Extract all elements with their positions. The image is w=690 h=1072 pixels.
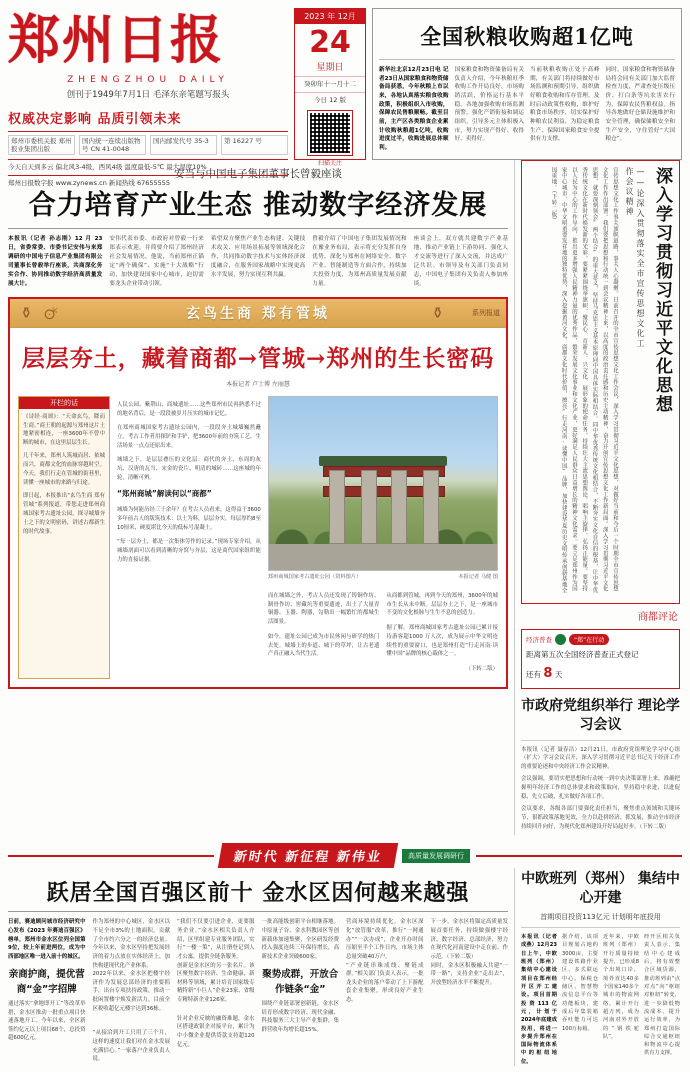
countdown-pre: 还有 [526,670,541,680]
feature-a-p3: 城墙之下，是层层叠压的文化层：商代的夯土、东周的灰坑、汉唐的瓦当、宋金的瓷片、明清的城砖……这座城的年轮，清晰可辨。 [117,457,261,482]
bottom-sub2-p3: 同时，金水区积极融入共建“一带一路”，支持企业“走出去”，开放型经济水平不断提升。 [430,962,508,986]
feature-c-p2: 如今，遗址公园已成为市民休闲与研学的热门去处。城墙上的步道、城下的草坪，让古老遗产真正融入当代生活。 [267,633,380,658]
feature-c-p1: 而在城墙之外，考古人员还发现了铸铜作坊、制骨作坊、窖藏坑等重要遗迹，出土了大量青铜器、玉器、陶器，勾勒出一幅繁忙的都城生活图景。 [267,592,380,626]
side-article-p1: 本报讯（记者 聂春洁）12月21日，市政府党组理论学习中心组（扩大）学习会议召开，深入学习贯彻习近平总书记关于经济工作的重要论述和中央经济工作会议精神。 [521,746,680,770]
lead-kicker: 安当与中国电子集团董事长曾毅座谈 [174,168,342,180]
lead-p1: 本报讯（记者 孙志刚）12 月 23 日，省委常委、市委书记安伟与来郑调研的中国电子信息产业集团有限公司董事长曾毅举行座谈，共商深化务实合作、协同推动数字经济高质量发展大计。 [8,236,103,287]
qr-code-icon[interactable] [308,111,352,155]
bottom-side-col-4: 经开区相关负责人表示，集结中心建成后，将有效整合区域货源，推动班列由“点对点”向“枢纽对枢纽”转变，进一步降低物流成本、提升运行效率，为郑州打造国际综合交通枢纽和物流中心提供有力支撑。 [644,934,680,1057]
band-rule-left [8,855,214,857]
masthead-meta-publisher: 郑州市委机关报 郑州报业集团出版 [8,135,75,156]
countdown-head [526,634,675,645]
bottom-columns [8,918,508,1064]
masthead-divider [8,131,288,132]
feature-byline: 本报记者 卢士博 左丽慧 [226,380,290,388]
bottom-side-article[interactable] [514,868,680,1066]
feature-c-p3: 从商都到管城，再到今天的郑州，3600年的城市生长从未中断。层层夯土之下，是一座城市不变的文化根脉与生生不息的创造力。 [386,592,498,617]
top-headline-col-3: 当前秋粮收购正处于高峰期，有关部门将持续做好市场监测和预期引导，组织做好粮食收购和库存管理，及时启动政策性收购，维护好粮食市场秩序，切实保护好种粮农民利益，为稳定粮食生产、保障国家粮食安全提供有力支撑。 [530,67,600,143]
bottom-side-title: 中欧班列（郑州） 集结中心开建 [521,871,680,907]
side-article-rule [521,740,680,741]
lead-col-4: 曾毅介绍了中国电子集团发展情况和在豫业务布局，表示将充分发挥自身优势，深化与郑州在网络安全、数字产业、智能制造等方面合作，持续加大投资力度，为郑州高质量发展贡献力量。 [312,236,407,287]
feature-lead-box [18,396,110,679]
top-headline-col-1 [379,66,449,153]
bottom-sub1-p1: 通过落实“拿地即开工”等改革举措，金水区推动一批重点项目快速落地开工。今年以来，全区新签约亿元以上项目68个，总投资超600亿元。 [8,1000,86,1042]
qr-label: 扫描关注 [317,160,342,168]
countdown-line2 [526,664,675,684]
lead-col-1 [8,235,102,289]
side-feature-subtitle: ——论深入贯彻落实全市宣传思想文化工作会议精神 [625,167,645,349]
bottom-side-p1: 本报讯（记者 成燕）12月23日上午，中欧班列（郑州）集结中心建设项目在郑州经开区开工建设。项目首期投资113亿元，计划于2024年底建成投用，将进一步提升郑州在国际物流体系中的枢纽地位。 [521,934,557,1065]
bottom-sub2-p1: 围绕产业链部署创新链，金水区培育形成数字经济、现代金融、科技服务三大主导产业集群，集群营收年均增长超15%。 [261,1000,339,1033]
newspaper-slogan: 权威决定影响 品质引领未来 [8,111,182,127]
feature-photo-credit: 本报记者 马健 图 [458,573,498,580]
bottom-sub2-p2: “产业链串珠成线、聚链成群。”相关部门负责人表示，一批龙头企业的落户带动了上下游配套企业集聚，形成良好产业生态。 [346,962,424,1004]
photo-archway-pillar [361,470,377,544]
top-headline-title: 全国秋粮收购超1亿吨 [420,24,634,49]
photo-archway-pillar [391,470,407,544]
band-rule-right [476,855,682,857]
bottom-p3: 2022年以来，金水区把楼宇经济作为发展总部经济的重要抓手，出台专项扶持政策，推动一批闲置楼宇焕发新活力。目前全区税收超亿元楼宇达到36栋。 [92,971,170,1012]
feature-col-a [117,396,261,679]
bronze-vessel-icon: ⚱ [20,303,33,322]
campaign-band [8,843,682,868]
bottom-main-article [8,868,508,1066]
bottom-side-rule [521,927,680,928]
masthead-weather: 今天自天到多云 偏北风3-4级，西风4级 温度最低-5℃ 最大湿度10% [8,159,288,171]
bottom-p7: 营商环境持续优化。金水区深化“放管服”改革，推行“一网通办”“一次办成”，企业开办时间压缩至半个工作日内，市场主体总量突破40万户。 [346,919,424,960]
bottom-side-col-2: 据介绍，该项目规划占地约3000亩，主要建设铁路作业区、多式联运中心、保税仓储区、智慧物流信息平台等功能板块，建成后年集装箱吞吐能力可达100万标箱。 [562,934,598,1032]
census-logo-icon [555,634,566,645]
bottom-p8: 下一步，金水区将锚定高质量发展首要任务，持续做强楼宇经济、数字经济、总部经济，努力在现代化河南建设中走在前、作示范。（下转二版） [430,919,508,960]
bottom-p2: 作为郑州的中心城区，金水区以不足全市3%的土地面积，贡献了全市约六分之一的经济总量。今年以来，金水区坚持把发展经济的着力点放在实体经济上，加快构建现代化产业体系。 [92,919,170,969]
side-feature-body: 宣传思想文化工作事关旗帜道路，事关人心凝聚。日前召开的全市宣传思想文化工作会议，深入学习贯彻习近平文化思想，对做好当前和今后一个时期全市宣传思想文化工作作出部署。我们要把思想和行动统一到会议精神上来，以高度的政治责任感和历史主动精神，奋力开创宣传思想文化工作新局面。深入学习贯彻习近平文化思想，就要深刻领会“两个结合”的重大意义，坚持马克思主义基本原理同中国具体实际相结合、同中华优秀传统文化相结合，不断夯实文化自信的根基，让中华优秀传统文化在新时代焕发新的光彩。要紧紧围绕举旗帜、聚民心、育新人、兴文化、展形象的使命任务，持续壮大主流思想舆论，唱响主旋律、弘扬正能量。要坚持以人民为中心的工作导向，推出更多增强人民精神力量的优秀作品，繁荣发展文化事业和文化产业，更好满足人民群众日益增长的精神文化需求。要立足郑州作为国家中心城市、中华文明重要发祥地的独特优势，深入挖掘黄河文化、商都文化时代价值，擦亮“行走河南·读懂中国”品牌，加快建设华夏历史文明传承创新基地全国重地。（下转二版） [550,167,618,594]
feature-title: 层层夯土，藏着商都→管城→郑州的生长密码 [21,344,495,372]
top-headline-rule [379,59,675,60]
lead-body [8,235,508,289]
ding-vessel-icon: ⚱ [431,303,444,322]
side-feature[interactable] [521,160,680,604]
side-column [514,160,680,835]
bottom-section [0,868,690,1072]
newspaper-title: 郑州日报 [8,10,225,71]
feature-lead-p1: 《诗经·商颂》：“天命玄鸟，降而生商。”商王朝的起源与郑州这片土地紧密相连，一座3600年不曾中断的城市，在这里层层生长。 [23,413,105,447]
lead-col-3: 希望双方聚焦产业生态构建、关键技术攻关、应用场景拓展等领域深化合作，共同推动数字技术与实体经济深度融合，在服务国家战略中实现更高水平发展，努力实现互利共赢。 [210,236,306,278]
countdown-pill: “郑”在行动 [569,634,609,645]
feature-b-p1: 城墙为何能历经三千余年？在考古人员看来，这得益于3600多年前古人的版筑技术：以土为料，层层夯实，每层厚约8至10厘米，硬度堪比今天的低标号混凝土。 [117,507,261,532]
main-body [0,160,690,835]
masthead-meta-cn: 国内统一连续出版物号 CN 41-0048 [79,135,146,156]
photo-archway [323,456,443,544]
masthead-website[interactable]: 郑州日报数字报 www.zynews.cn 新闻热线 67655555 [8,175,288,187]
feature-body [10,396,506,687]
feature-photo-caption: 郑州商城国家考古遗址公园（资料图片） [267,573,362,580]
feature-box[interactable] [8,297,508,689]
bottom-subhead-2: 聚势成群，开放合作链条“金” [262,968,339,995]
countdown-days: 8 [543,666,553,682]
newspaper-pinyin: ZHENGZHOU DAILY [67,74,229,85]
bottom-subhead-1: 亲商护商，提优营商“金”字招牌 [8,968,85,995]
feature-lead-p2: 几千年来，郑州人筑城而居、依城而兴，商都文化的血脉穿越时空。今天，我们行走在管城的街巷里，读懂一座城市的来路与归途。 [23,453,105,486]
feature-a-p1: 人民公园、紫荆山、商城遗址……这些郑州市民再熟悉不过的地名背后，是一段段被岁月压实的城市记忆。 [117,402,261,417]
bottom-rule [8,911,508,912]
lead-col-5: 座谈会上，双方就共建数字产业基地、推动产业链上下游协同、强化人才交流等进行了深入交流，并达成广泛共识。市领导及有关部门负责同志，中国电子集团有关负责人参加座谈。 [413,236,509,287]
top-headline-col-2: 国家粮食和物资储备局有关负责人介绍，今年秋粮旺季收购工作开局良好，市场购销活跃，价格运行基本平稳。各地加强收购市场监测预警，强化产销衔接和调运组织，引导多元主体积极入市，努力实现产得好、收得好、卖得好。 [454,67,524,143]
lead-rule [8,228,508,229]
commentary-stamp: 商都评论 [638,612,678,623]
bird-relic-icon: 🜚 [44,305,60,324]
band-ribbon: 新时代 新征程 新伟业 [218,843,398,868]
feature-col-c2 [386,586,498,679]
feature-subhead: “郑州商城”解读何以“商都” [117,489,212,499]
date-today-note: 今日 12 版 [295,92,365,108]
top-headline-box[interactable] [372,8,682,160]
side-article-title: 市政府党组织举行 理论学习会议 [521,697,680,733]
date-block [294,8,366,168]
countdown-line1: 距离第五次全国经济普查正式登记 [526,650,639,659]
bottom-sub1-p3: 针对企业反映的融资难题，金水区搭建政银企对接平台，累计为中小微企业提供贷款支持超120亿元。 [177,1015,255,1048]
photo-road [269,544,497,570]
band-tag: 高质量发展调研行 [402,849,470,863]
countdown-post: 天 [554,670,563,680]
bottom-p5: 创新是金水区的另一张名片。该区聚焦数字经济、生命健康、新材料等领域，累计培育国家级专精特新“小巨人”企业23家、省级专精特新企业126家。 [177,962,255,1004]
bottom-headline[interactable]: 跃居全国百强区前十 金水区因何越来越强 [46,880,470,907]
bottom-col-6 [431,918,509,1064]
bottom-p6: 一批高能级创新平台相继落地。中原量子谷、金水科教园区等创新载体加速集聚，全区研发经费投入强度连续三年保持增长，高新技术企业突破600家。 [261,919,339,960]
bottom-side-col-3: 近年来，中欧班列（郑州）开行质量持续提升，已形成8个出境口岸、境外直达40多个国家140多个城市的物流网络，累计开行超万列，成为河南对外开放的“钢铁驼队”。 [603,934,639,1040]
feature-lead-p3: 即日起，本报推出“玄鸟生商 郑有管城”系列报道，带您走进郑州商城国家考古遗址公园，探寻城墙夯土之下的文明密码，讲述古都新生的时代故事。 [23,492,105,535]
countdown-tag: 经济普查 [526,636,552,644]
photo-archway-pillar [329,470,345,544]
feature-col-c1 [268,586,380,679]
bottom-sub1-p2: “从接洽到开工只用了三个月，这样的速度让我们对在金水发展充满信心。”一家落户企业负责人说。 [92,1030,170,1063]
side-article-p2: 会议强调，要切实把思想和行动统一到中央决策部署上来，准确把握明年经济工作的总体要求和政策取向，坚持稳中求进、以进促稳、先立后破，扎实做好各项工作。 [521,776,680,800]
feature-a-p2: 在郑州商城国家考古遗址公园内，一段段夯土城墙巍然矗立。考古工作者用探铲和手铲，把3600年前的夯筑工艺、生活场景一点点还原出来。 [117,425,261,450]
feature-lead-tag: 开栏的话 [19,397,109,409]
bottom-p4: “我们不仅要引进企业，更要服务企业。”金水区相关负责人介绍，区里组建专业服务团队，实行“一楼一策”，从注册登记到人才公寓，提供全链条服务。 [177,919,255,960]
date-lunar: 癸卯年十一月十二 [295,76,365,92]
date-year-month: 2023 年 12月 [295,9,365,24]
bottom-side-subtitle: 首期项目投资113亿元 计划明年底投用 [540,913,661,922]
feature-lower-cols [268,586,498,679]
top-headline-p1: 新华社北京12月23日电 记者23日从国家粮食和物资储备局获悉，今年秋粮上市以来，各地认真落实粮食收购政策，积极组织入市收购，保障农民售粮顺畅。截至目前，主产区各类粮食企业累计收购秋粮超1亿吨，收购进度过半，收购进展总体顺利。 [379,67,449,151]
top-headline-col-4: 同时，国家粮食和物资储备局将会同有关部门加大监督检查力度，严肃查处压级压价、打白条等坑农害农行为，保障农民售粮权益。指导各地做好仓储设施维护和安全管理，确保储粮安全和生产安全，守住管好“大国粮仓”。 [605,67,675,143]
feature-photo-caption-row [268,571,498,582]
date-weekday: 星期日 [316,63,344,73]
masthead-meta-issue: 第 16227 号 [221,135,288,156]
lead-col-2: 安伟代表市委、市政府对曾毅一行来郑表示欢迎，并简要介绍了郑州经济社会发展情况。他说，当前郑州正锚定“两个确保”、实施“十大战略”行动，加快建设国家中心城市，迫切需要龙头企业带动引领。 [109,236,204,287]
bottom-col-3 [177,918,255,1064]
photo-archway-pillar [423,470,439,544]
feature-photo [268,396,498,571]
feature-b-p2: “每一层夯土，都是一次集体劳作的记录。”现场专家介绍，从城墙剖面可以看到清晰的夯窝与夯层，这是商代国家组织能力的直接证据。 [117,539,261,564]
newspaper-founded: 创刊于1949年7月1日 毛泽东亲笔题写报头 [66,89,230,100]
masthead-meta-post: 国内邮发代号 35-3 [150,135,217,156]
bottom-col-5 [346,918,424,1064]
census-countdown[interactable] [521,629,680,689]
feature-banner-text: 玄鸟生商 郑有管城 [186,305,330,322]
side-article-p3: 会议要求，各级各部门要强化责任担当，聚焦重点领域和关键环节，狠抓政策落地见效，全力以赴拼经济、抓发展，推动全市经济持续回升向好，为现代化郑州建设开好局起好步。（下转二版） [521,806,680,830]
feature-banner-tag: 系列报道 [472,308,500,317]
date-day: 24 [309,25,351,60]
feature-c-p4: 据了解，郑州商城国家考古遗址公园已累计接待游客超1000 万人次，成为展示中华文明连续性的重要窗口，也是郑州打造“行走河南·读懂中国”品牌的核心载体之一。 [386,624,498,658]
photo-archway-roof [319,456,447,466]
bottom-p1: 日前，赛迪顾问城市经济研究中心发布《2023 年赛迪百强区》榜单，郑州市金水区位列全国第9位，较上年前进两位，成为中西部地区唯一进入前十的城区。 [8,919,86,960]
masthead-meta [8,135,288,156]
lead-headline[interactable]: 合力培育产业生态 推动数字经济发展 [28,190,488,221]
side-feature-title: 深入学习贯彻习近平文化思想 [652,167,672,414]
bottom-col-2 [93,918,171,1064]
bottom-side-col-1 [521,933,557,1066]
feature-photo-col [268,396,498,679]
main-column [8,160,508,835]
bottom-col-4 [262,918,340,1064]
feature-banner [10,299,506,328]
bottom-side-columns [521,933,680,1066]
top-headline-body [379,66,675,153]
bottom-col-1 [8,918,86,1064]
feature-continue[interactable]: （下转二版） [465,665,498,672]
side-article[interactable] [521,697,680,832]
